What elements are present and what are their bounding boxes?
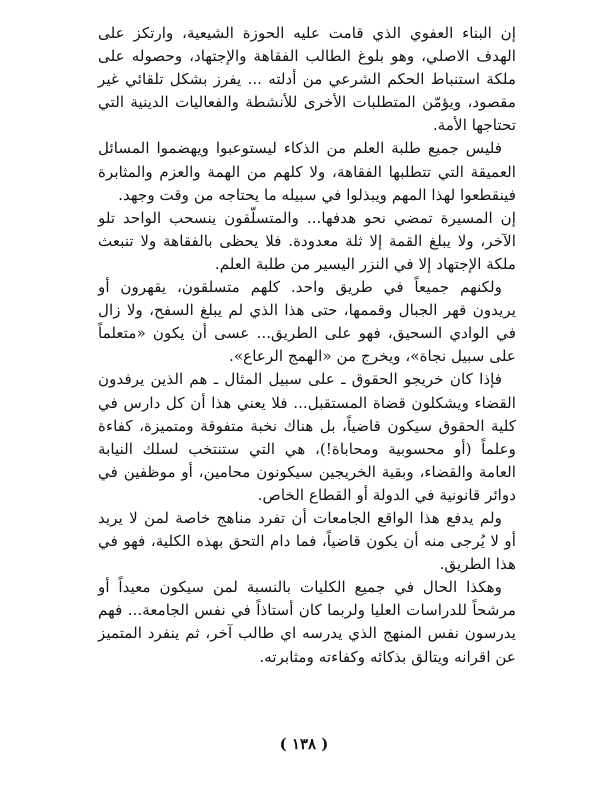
paragraph-1: إن البناء العفوي الذي قامت عليه الحوزة الشيعية، وارتكز على الهدف الاصلي، وهو بلوغ الطالب الفقاهة والإجتهاد، وحصوله على ملكة استنباط الحكم الشرعي من أدلته ... يفرز بشكل تلقائي غير مقصود، ويؤمّن المتطلبات الأخرى للأنشطة والفعاليات الدينية التي تحتاجها الأمة. bbox=[98, 24, 516, 135]
paragraph-6: ولم يدفع هذا الواقع الجامعات أن تفرد مناهج خاصة لمن لا يريد أو لا يُرجى منه أن يكون قاضياً، فما دام التحق بهذه الكلية، فهو في هذا الطريق. bbox=[98, 508, 516, 574]
paragraph-4: ولكنهم جميعاً في طريق واحد. كلهم متسلقون، يقهرون أو يريدون قهر الجبال وقممها، حتى هذا الذي لم يبلغ السفح، ولا زال في الوادي السحيق، فهو على الطريق... عسى أن يكون «متعلماً على سبيل نجاة»، ويخرج من «الهمج الرعاع». bbox=[98, 278, 516, 366]
paragraph-3: إن المسيرة تمضي نحو هدفها... والمتسلّقون ينسحب الواحد تلو الآخر، ولا يبلغ القمة إلا ثلة معدودة. فلا يحظى بالفقاهة ولا تنبعث ملكة الإجتهاد إلا في النزر اليسير من طلبة العلم. bbox=[98, 208, 516, 273]
paragraph-5: فإذا كان خريجو الحقوق ـ على سبيل المثال ـ هم الذين يرفدون القضاء ويشكلون قضاة المستقبل... فلا يعني هذا أن كل دارس في كلية الحقوق سيكون قاضياً، بل هناك نخبة متفوقة ومتميزة، كفاءة وعلماً (أو محسوبية ومحاباة!)، هي التي ستنتخب لسلك النيابة العامة والقضاء، وبقية الخريجين سيكونون محامين، أو موظفين في دوائر قانونية في الدولة أو القطاع الخاص. bbox=[98, 370, 516, 504]
body-text bbox=[98, 22, 516, 669]
paragraph-7: وهكذا الحال في جميع الكليات بالنسبة لمن سيكون معيداً أو مرشحاً للدراسات العليا ولربما كان أستاذاً في نفس الجامعة... فهم يدرسون نفس المنهج الذي يدرسه اي طالب آخر، ثم ينفرد المتميز عن اقرانه ويتالق بذكائه وكفاءته ومثابرته. bbox=[98, 578, 516, 666]
page-number: ( ١٣٨ ) bbox=[279, 735, 329, 753]
paragraph-2: فليس جميع طلبة العلم من الذكاء ليستوعبوا ويهضموا المسائل العميقة التي تتطلبها الفقاهة، ولا كلهم من الهمة والعزم والمثابرة فينقطعوا لهذا المهم ويبذلوا في سبيله ما يحتاجه من وقت وجهد. bbox=[98, 139, 516, 204]
